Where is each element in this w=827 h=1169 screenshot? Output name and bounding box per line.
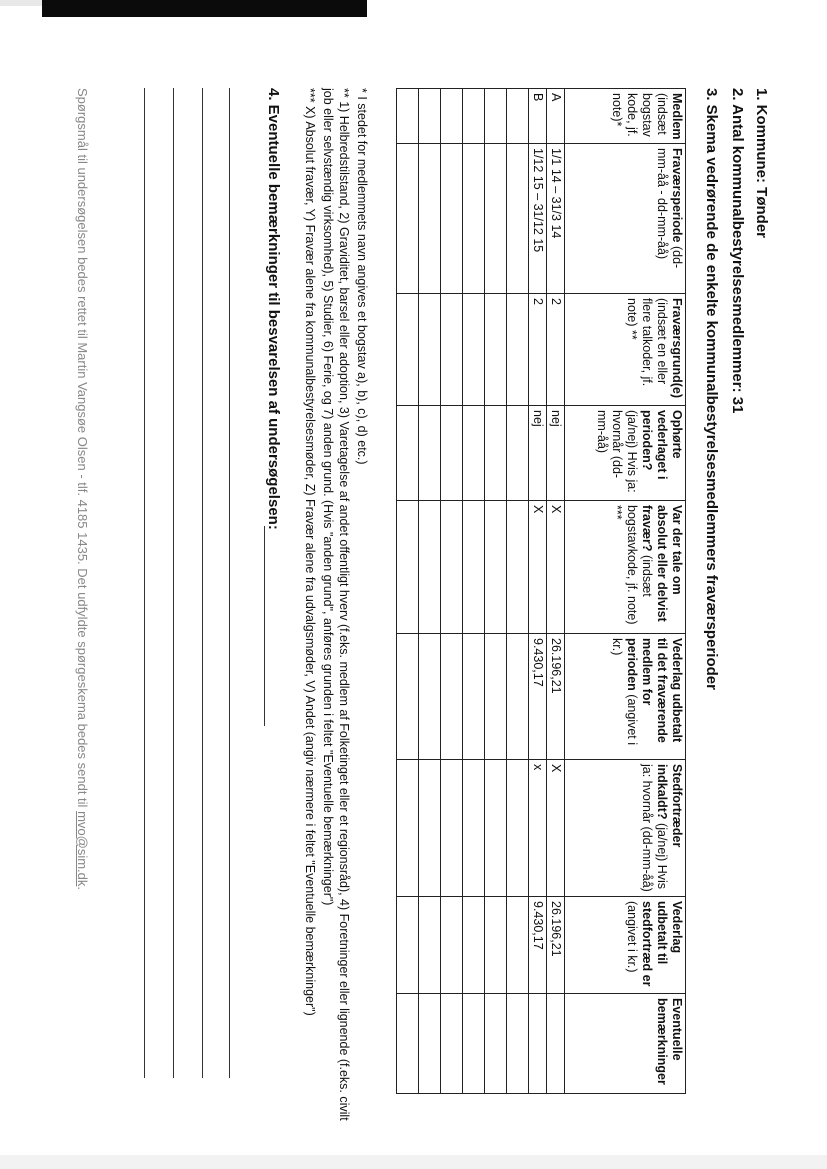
table-cell-empty — [397, 501, 419, 634]
heading-absence-schema: 3. Skema vedrørende de enkelte kommunalbestyrelsesmedlemmers fraværsperioder — [703, 88, 720, 690]
table-cell-empty — [441, 89, 463, 144]
table-cell: X — [547, 501, 565, 634]
table-cell-empty — [441, 406, 463, 501]
note-absence-codes: *** X) Absolut fravær, Y) Fravær alene fra kommunalbestyrelsesmøder, Z) Fravær alene fra udvalgsmøder, V) Andet (angiv nærmere i feltet "Eventuelle bemærkninger") — [303, 88, 317, 1016]
table-cell-empty — [441, 760, 463, 897]
table-cell — [547, 994, 565, 1094]
table-cell-empty — [419, 501, 441, 634]
answer-line — [202, 88, 203, 1078]
table-cell-empty — [419, 89, 441, 144]
table-row-empty — [397, 89, 419, 1094]
col-header-period: Fraværsperiode (dd-mm-åå - dd-mm-åå) — [565, 144, 686, 294]
table-cell: 26.196,21 — [547, 634, 565, 760]
table-body — [397, 89, 565, 1094]
table-row — [529, 89, 547, 1094]
table-cell-empty — [463, 994, 485, 1094]
table-row-empty — [507, 89, 529, 1094]
table-cell: 9.430,17 — [529, 634, 547, 760]
table-cell-empty — [441, 994, 463, 1094]
col-header-substitute-fee: Vederlag udbetalt til stedfortræd er (angivet i kr.) — [565, 897, 686, 994]
table-row-empty — [441, 89, 463, 1094]
table-cell-empty — [485, 897, 507, 994]
table-header-row — [565, 89, 686, 1094]
table-cell-empty — [397, 994, 419, 1094]
notes — [300, 88, 370, 1128]
table-cell-empty — [485, 89, 507, 144]
table-cell: B — [529, 89, 547, 144]
note-reason-codes: ** 1) Helbredstilstand, 2) Graviditet, barsel eller adoption, 3) Varetagelse af andet offentligt hverv (f.eks. medlem af Folketinget eller et regionsråd), 4) Foretninger eller lignende (f.eks. civilt job eller selvstændig virksomhed), 5) Studier, 6) Ferie, og 7) anden grund. (Hvis "anden grund", anføres grunden i feltet "Eventuelle bemærkninger") — [321, 88, 351, 1121]
table-row-empty — [485, 89, 507, 1094]
table-cell-empty — [507, 897, 529, 994]
table-cell-empty — [507, 994, 529, 1094]
col-header-absence-type: Var der tale om absolut eller delvist fravær? (indsæt bogstavkode, jf. note) *** — [565, 501, 686, 634]
table-cell-empty — [485, 406, 507, 501]
table-cell-empty — [507, 634, 529, 760]
table-cell: nej — [547, 406, 565, 501]
answer-line — [264, 526, 265, 726]
table-cell-empty — [419, 294, 441, 406]
table-cell-empty — [485, 294, 507, 406]
table-cell-empty — [507, 501, 529, 634]
heading-remarks-section: 4. Eventuelle bemærkninger til besvarelsen af undersøgelsen: — [265, 88, 282, 530]
table-cell: 2 — [529, 294, 547, 406]
table-cell-empty — [419, 760, 441, 897]
table-row-empty — [419, 89, 441, 1094]
table-cell-empty — [397, 294, 419, 406]
answer-line — [173, 88, 174, 1078]
table-cell-empty — [441, 897, 463, 994]
table-cell-empty — [441, 144, 463, 294]
table-cell-empty — [419, 897, 441, 994]
table-cell-empty — [397, 634, 419, 760]
table-cell-empty — [463, 89, 485, 144]
table-cell-empty — [507, 89, 529, 144]
table-cell-empty — [419, 144, 441, 294]
table-cell-empty — [463, 501, 485, 634]
table-cell-empty — [441, 634, 463, 760]
table-row — [547, 89, 565, 1094]
table-cell-empty — [485, 144, 507, 294]
table-cell-empty — [419, 994, 441, 1094]
col-header-remarks: Eventuelle bemærkninger — [565, 994, 686, 1094]
table-cell-empty — [507, 760, 529, 897]
answer-line — [229, 88, 230, 1078]
table-cell-empty — [419, 406, 441, 501]
col-header-fee-stopped: Ophørte vederlaget i perioden? (ja/nej) Hvis ja: hvornår (dd-mm-åå) — [565, 406, 686, 501]
table-cell-empty — [419, 634, 441, 760]
heading-municipality: 1. Kommune: Tønder — [753, 88, 770, 239]
heading-member-count: 2. Antal kommunalbestyrelsesmedlemmer: 31 — [729, 88, 746, 414]
email-link[interactable]: mvo@sim.dk — [75, 811, 90, 887]
table-cell: X — [547, 760, 565, 897]
col-header-substitute: Stedfortræder indkaldt? (ja/nej) Hvis ja: hvornår (dd-mm-åå) — [565, 760, 686, 897]
table-cell: 26.196,21 — [547, 897, 565, 994]
redaction-bar — [42, 0, 367, 17]
table-cell-empty — [485, 760, 507, 897]
col-header-reason: Fraværsgrund(e) (indsæt en eller flere talkoder, jf. note) ** — [565, 294, 686, 406]
table-cell-empty — [507, 144, 529, 294]
table-cell: X — [529, 501, 547, 634]
footer: Spørgsmål til undersøgelsen bedes rettet til Martin Vangsøe Olsen - tlf. 4185 1435. Det udfyldte spørgeskema bedes sendt til mvo@sim.dk. — [75, 88, 90, 891]
note-member-letter: * I stedet for medlemmets navn angives et bogstav a), b), c), d) etc.) — [355, 88, 369, 465]
table-cell-empty — [485, 501, 507, 634]
table-cell-empty — [507, 294, 529, 406]
table-cell-empty — [485, 994, 507, 1094]
table-cell-empty — [463, 634, 485, 760]
table-cell: A — [547, 89, 565, 144]
table-cell-empty — [397, 406, 419, 501]
table-cell-empty — [397, 144, 419, 294]
table-cell: x — [529, 760, 547, 897]
table-cell-empty — [463, 760, 485, 897]
table-cell-empty — [397, 89, 419, 144]
table-cell: 1/12 15 – 31/12 15 — [529, 144, 547, 294]
table-cell: 9.430,17 — [529, 897, 547, 994]
col-header-member: Medlem (indsæt bogstav kode, jf. note)* — [565, 89, 686, 144]
table-cell-empty — [463, 144, 485, 294]
absence-table — [396, 88, 686, 1094]
table-cell-empty — [463, 294, 485, 406]
table-cell: 1/1 14 – 31/3 14 — [547, 144, 565, 294]
table-cell-empty — [397, 760, 419, 897]
rotated-form-sheet — [75, 88, 770, 1168]
table-cell — [529, 994, 547, 1094]
table-cell: 2 — [547, 294, 565, 406]
table-cell-empty — [441, 501, 463, 634]
table-cell-empty — [441, 294, 463, 406]
table-cell-empty — [463, 406, 485, 501]
col-header-fee-paid: Vederlag udbetalt til det fraværende medlem for perioden (angivet i kr.) — [565, 634, 686, 760]
table-cell-empty — [397, 897, 419, 994]
table-cell: nej — [529, 406, 547, 501]
table-cell-empty — [507, 406, 529, 501]
table-row-empty — [463, 89, 485, 1094]
table-cell-empty — [485, 634, 507, 760]
scan-edge — [0, 0, 42, 6]
table-cell-empty — [463, 897, 485, 994]
answer-line — [144, 88, 145, 1078]
